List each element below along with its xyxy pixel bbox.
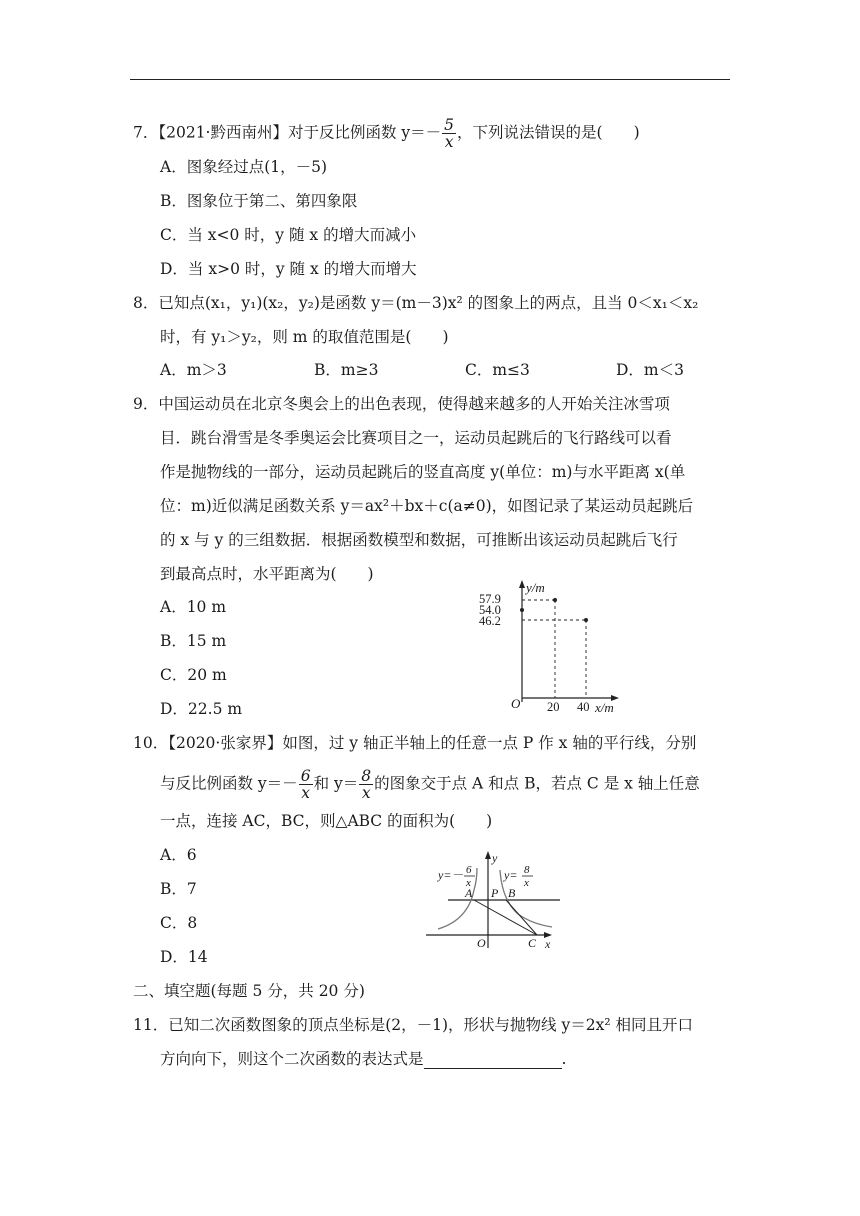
q9-x-tick: 20 — [547, 700, 560, 714]
q9-point — [553, 598, 557, 602]
q9-point — [520, 608, 524, 612]
q9-point — [584, 618, 588, 622]
q9-x-label: x/m — [595, 700, 614, 715]
q10-line-2 — [160, 768, 700, 801]
q9-option-c[interactable]: C．20 m — [160, 666, 227, 684]
q10-right-num: 8 — [524, 864, 530, 876]
q11-answer-blank[interactable] — [424, 1052, 562, 1069]
q10-f2-den: x — [359, 784, 373, 801]
q10-line2-c: 的图象交于点 A 和点 B，若点 C 是 x 轴上任意 — [374, 774, 700, 793]
q7-frac-num: 5 — [444, 116, 455, 134]
q10-segment-bc — [506, 900, 537, 935]
q10-option-b[interactable]: B．7 — [160, 880, 197, 898]
q9-line-5: 的 x 与 y 的三组数据．根据函数模型和数据，可推断出该运动员起跳后飞行 — [160, 531, 678, 549]
q10-line2-a: 与反比例函数 y＝－ — [160, 774, 298, 793]
q10-option-a[interactable]: A．6 — [160, 846, 197, 864]
q7-option-b[interactable]: B．图象位于第二、第四象限 — [160, 192, 358, 210]
section-2-heading: 二、填空题(每题 5 分，共 20 分) — [133, 982, 365, 1000]
q9-figure — [475, 578, 635, 718]
q10-point-b-label: B — [508, 886, 516, 900]
q10-f1-den: x — [299, 784, 313, 801]
q10-point-c-label: C — [528, 936, 537, 950]
q11-line-1: 11．已知二次函数图象的顶点坐标是(2，－1)，形状与抛物线 y＝2x² 相同且开口 — [133, 1016, 693, 1034]
q7-fraction — [442, 117, 456, 150]
q10-point-p-label: P — [491, 886, 499, 900]
q9-line-6: 到最高点时，水平距离为( ) — [160, 565, 374, 583]
q10-line2-b: 和 y＝ — [313, 774, 359, 793]
q10-y-arrow — [485, 851, 491, 859]
q9-line-4: 位：m)近似满足函数关系 y＝ax²＋bx＋c(a≠0)，如图记录了某运动员起跳后 — [160, 497, 694, 515]
q9-option-a[interactable]: A．10 m — [160, 598, 227, 616]
q8-line-2: 时，有 y₁＞y₂，则 m 的取值范围是( ) — [160, 328, 449, 346]
q9-line-3: 作是抛物线的一部分，运动员起跳后的竖直高度 y(单位：m)与水平距离 x(单 — [160, 463, 686, 481]
q10-fraction-2 — [359, 768, 373, 801]
q10-figure — [420, 848, 570, 953]
q10-f2-num: 8 — [361, 767, 372, 785]
q11-line2-a: 方向向下，则这个二次函数的表达式是 — [160, 1050, 424, 1068]
q9-origin-label: O — [511, 696, 521, 711]
q10-left-den: x — [466, 877, 471, 889]
q11-line-2 — [160, 1049, 566, 1069]
q9-y-tick: 54.0 — [479, 603, 501, 617]
q9-x-tick: 40 — [577, 700, 590, 714]
q10-left-num: 6 — [466, 864, 472, 876]
q8-line-1: 8．已知点(x₁，y₁)(x₂，y₂)是函数 y＝(m－3)x² 的图象上的两点，且当 0＜x₁＜x₂ — [133, 294, 699, 312]
top-rule — [130, 79, 730, 80]
q9-y-label: y/m — [526, 580, 545, 595]
q8-option-c[interactable]: C．m≤3 — [465, 361, 530, 379]
q7-option-d[interactable]: D．当 x>0 时，y 随 x 的增大而增大 — [160, 260, 417, 278]
question-7-stem — [133, 117, 640, 150]
q10-right-den: x — [524, 877, 529, 889]
q10-fraction-1 — [299, 768, 313, 801]
q10-left-label: y=－ — [438, 868, 464, 882]
q10-option-d[interactable]: D．14 — [160, 948, 208, 966]
q10-point-a-label: A — [465, 886, 473, 900]
q9-option-b[interactable]: B．15 m — [160, 632, 227, 650]
q10-right-label: y= — [504, 868, 518, 882]
q10-origin-label: O — [477, 936, 486, 950]
q10-line-3: 一点，连接 AC，BC，则△ABC 的面积为( ) — [160, 812, 493, 830]
q10-y-label: y — [492, 851, 498, 865]
q7-frac-den: x — [442, 133, 456, 150]
q8-option-b[interactable]: B．m≥3 — [314, 361, 379, 379]
q10-segment-ac — [474, 900, 537, 935]
q7-prefix: 7．【2021·黔西南州】对于反比例函数 y＝－ — [133, 123, 442, 142]
q10-x-label: x — [545, 937, 551, 951]
q8-option-a[interactable]: A．m＞3 — [160, 361, 227, 379]
q9-y-arrow — [519, 580, 525, 588]
q9-option-d[interactable]: D．22.5 m — [160, 700, 243, 718]
q11-line2-b: . — [561, 1050, 567, 1068]
q9-y-tick: 46.2 — [479, 614, 501, 628]
q9-line-1: 9．中国运动员在北京冬奥会上的出色表现，使得越来越多的人开始关注冰雪项 — [133, 395, 670, 413]
q7-suffix: ，下列说法错误的是( ) — [457, 123, 640, 142]
q9-line-2: 目．跳台滑雪是冬季奥运会比赛项目之一，运动员起跳后的飞行路线可以看 — [160, 429, 672, 447]
q7-option-a[interactable]: A．图象经过点(1，－5) — [160, 158, 328, 176]
q7-option-c[interactable]: C．当 x<0 时，y 随 x 的增大而减小 — [160, 226, 417, 244]
q10-f1-num: 6 — [300, 767, 311, 785]
q8-option-d[interactable]: D．m＜3 — [616, 361, 684, 379]
q10-line-1: 10．【2020·张家界】如图，过 y 轴正半轴上的任意一点 P 作 x 轴的平行线，分别 — [133, 734, 697, 752]
q10-option-c[interactable]: C．8 — [160, 914, 198, 932]
q9-y-tick: 57.9 — [479, 592, 501, 606]
